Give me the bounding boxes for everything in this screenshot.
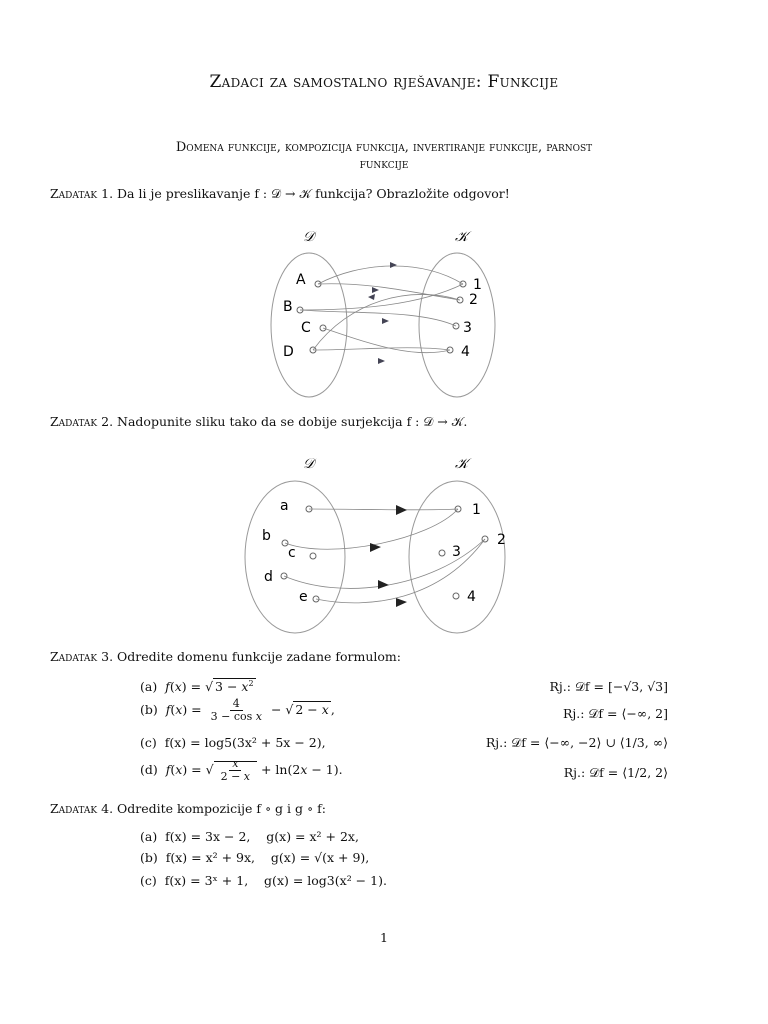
task-4-item-b xyxy=(140,850,369,865)
task-4-item-c xyxy=(140,873,387,888)
diagram-1-element-2: 2 xyxy=(469,292,478,308)
item-formula: f(x) = x² + 9x, g(x) = √(x + 9), xyxy=(165,850,370,865)
diagram-2-element-4: 4 xyxy=(467,589,476,605)
diagram-1 xyxy=(271,229,495,397)
diagram-2-element-a: a xyxy=(280,498,289,514)
diagram-2-arrowheads xyxy=(370,505,407,607)
task-2-text: Nadopunite sliku tako da se dobije surjekcija f : 𝒟 → 𝒦. xyxy=(117,414,468,429)
diagram-2-codomain-label: 𝒦 xyxy=(455,456,469,472)
task-2-label: Zadatak 2. xyxy=(50,414,114,429)
diagram-2-element-c: c xyxy=(288,545,296,561)
diagram-2 xyxy=(245,456,506,633)
diagram-2-element-1: 1 xyxy=(472,502,481,518)
diagram-2-element-3: 3 xyxy=(452,544,461,560)
item-id: (c) xyxy=(140,735,157,750)
task-4 xyxy=(50,801,326,816)
item-id: (b) xyxy=(140,702,158,717)
task-3-text: Odredite domenu funkcije zadane formulom: xyxy=(117,649,401,664)
diagram-1-codomain-label: 𝒦 xyxy=(455,229,469,245)
task-1-label: Zadatak 1. xyxy=(50,186,114,201)
diagram-2-element-b: b xyxy=(262,528,271,544)
section-heading-line2: funkcije xyxy=(359,157,409,172)
item-formula: f(x) = 3ˣ + 1, g(x) = log3(x² − 1). xyxy=(164,873,387,888)
diagram-2-element-e: e xyxy=(299,589,308,605)
item-formula: f(x) = log5(3x² + 5x − 2), xyxy=(164,735,326,750)
item-id: (c) xyxy=(140,873,157,888)
diagram-1-element-4: 4 xyxy=(461,344,470,360)
task-1-text: Da li je preslikavanje f : 𝒟 → 𝒦 funkcija? Obrazložite odgovor! xyxy=(117,186,510,201)
task-3 xyxy=(50,649,401,664)
diagram-1-element-B: B xyxy=(283,299,293,315)
item-id: (d) xyxy=(140,762,158,777)
item-id: (a) xyxy=(140,679,158,695)
task-4-label: Zadatak 4. xyxy=(50,801,114,816)
diagram-1-element-1: 1 xyxy=(473,277,482,293)
task-4-text: Odredite kompozicije f ∘ g i g ∘ f: xyxy=(117,801,326,816)
task-3-item-c xyxy=(140,735,326,750)
diagram-1-element-A: A xyxy=(296,272,306,288)
diagram-1-element-3: 3 xyxy=(463,320,472,336)
task-3-label: Zadatak 3. xyxy=(50,649,114,664)
page-title: Zadaci za samostalno rješavanje: Funkcije xyxy=(209,72,559,92)
task-3-answer-b: Rj.: 𝒟f = ⟨−∞, 2] xyxy=(562,706,668,721)
task-3-answer-d: Rj.: 𝒟f = ⟨1/2, 2⟩ xyxy=(563,765,668,780)
item-id: (b) xyxy=(140,850,158,865)
diagram-2-element-2: 2 xyxy=(497,532,506,548)
task-3-answer-a: Rj.: 𝒟f = [−√3, √3] xyxy=(549,679,668,694)
task-3-item-b: (b) f(x) = $\frac{4}{\text{3 − cos x}}$ − √ 2 − x , xyxy=(140,697,335,723)
task-3-item-a: (a) f(x) = √ $3 - x^2$ xyxy=(140,679,254,695)
section-heading-line1: Domena funkcije, kompozicija funkcija, invertiranje funkcije, parnost xyxy=(175,140,593,155)
diagram-1-element-C: C xyxy=(301,320,311,336)
item-id: (a) xyxy=(140,829,158,844)
diagram-1-element-D: D xyxy=(283,344,294,360)
task-4-item-a xyxy=(140,829,359,844)
diagram-2-domain-label: 𝒟 xyxy=(303,456,315,472)
task-2 xyxy=(50,414,467,430)
task-3-item-d: (d) f(x) = √ $\frac{x}{2 - x}$ + ln(2x − 1). xyxy=(140,757,343,783)
task-3-answer-c: Rj.: 𝒟f = ⟨−∞, −2⟩ ∪ ⟨1/3, ∞⟩ xyxy=(485,735,668,750)
page-number: 1 xyxy=(380,930,388,945)
diagram-1-domain-label: 𝒟 xyxy=(303,229,315,245)
diagram-2-element-d: d xyxy=(264,569,273,585)
item-formula: f(x) = 3x − 2, g(x) = x² + 2x, xyxy=(165,829,359,844)
